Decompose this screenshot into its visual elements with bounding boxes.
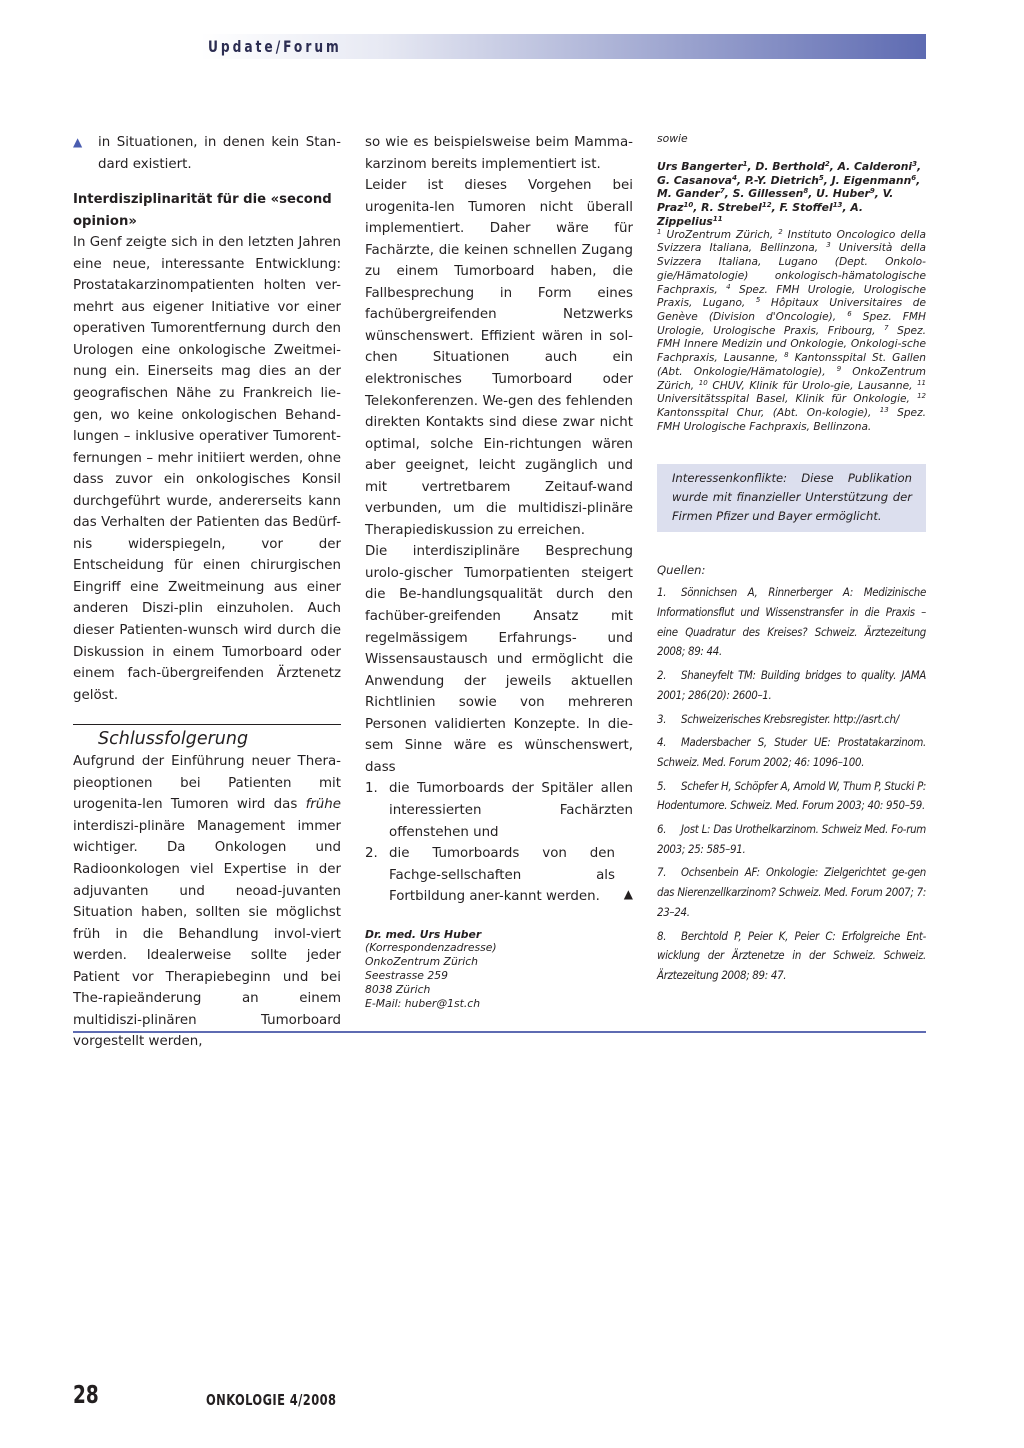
affiliation-text: Università della Svizzera Italiana, Lugano (Dept. Onkolo-gie/Hämatologie) onkologisch-hämatologische Fachpraxis, [657, 242, 926, 296]
bullet-item [73, 132, 341, 175]
affiliation-entry [657, 229, 773, 241]
author-entry [657, 160, 748, 173]
author-affiliation-number: 4 [732, 173, 737, 182]
affiliation-text: OnkoZentrum Zürich, [657, 365, 926, 392]
author-affiliation-number: 9 [869, 187, 875, 196]
affiliation-number: 12 [917, 392, 926, 401]
reference-number: 8. [657, 928, 667, 943]
affiliation-text: Spez. FMH Innere Medizin und Onkologie, Onkologi-sche Fachpraxis, Lausanne, [657, 324, 926, 365]
affiliation-text: Kantonsspital St. Gallen (Abt. Onkologie/Hämatologie), [657, 352, 926, 378]
reference-item [657, 733, 926, 772]
author-affiliation-number: 12 [761, 201, 772, 210]
author-affiliation-number: 13 [832, 201, 843, 210]
reference-text: Sönnichsen A, Rinnerberger A: Medizinische Informationsflut und Wissenstransfer in die Praxis – eine Quadratur des Kreises? Schweiz. Ärztezeitung 2008; 89: 44. [657, 585, 926, 659]
author-name: P.-Y. Dietrich [744, 173, 819, 187]
conclusion-emphasis: frühe [305, 797, 341, 813]
author-affiliation-number: 5 [818, 173, 824, 182]
reference-number: 5. [657, 778, 667, 793]
author-entry [779, 201, 842, 214]
author-entry [701, 201, 771, 214]
author-affiliation-number: 10 [683, 201, 694, 210]
reference-text: Berchtold P, Peier K, Peier C: Erfolgreiche Ent-wicklung der Ärztenetze in der Schweiz. Schweiz. Ärztezeitung 2008; 89: 47. [657, 928, 926, 982]
affiliation-list [657, 229, 926, 435]
bullet-text: in Situationen, in denen kein Stan-dard existiert. [98, 135, 341, 172]
page-number: 28 [73, 1380, 99, 1409]
column-2 [365, 132, 633, 1010]
reference-item [657, 666, 926, 705]
reference-text: Shaneyfelt TM: Building bridges to quality. JAMA 2001; 286(20): 2600–1. [657, 668, 926, 702]
reference-item [657, 863, 926, 922]
paragraph-geneva: In Genf zeigte sich in den letzten Jahren eine neue, interessante Entwicklung: Prostatakarzinompatienten holten ver-mehrt aus eigener Initiative vor einer operativen Tumorentfernung durch den Urologen eine onkologische Zweitmei-nung ein. Einerseits mag dies an der geografischen Nähe zu Frankreich lie-gen, wo keine onkologischen Behand-lungen – inklusive operativer Tumorent-fernungen – mehr initiiert werden, ohne dass zuvor ein onkologisches Konsil durchgeführt wurde, andererseits kann das Verhalten der Patienten das Bedürf-nis widerspiegeln, vor der Entscheidung für einen chirurgischen Eingriff eine Zweitmeinung aus einer anderen Diszi-plin einzuholen. Auch dieser Patienten-wunsch wird durch die Diskussion in einem Tumorboard oder einem fach-übergreifenden Ärztenetz gelöst. [73, 235, 341, 703]
correspondence-address [365, 928, 633, 1011]
reference-item [657, 777, 926, 816]
journal-name: ONKOLOGIE 4/2008 [206, 1391, 337, 1409]
affiliation-number: 7 [884, 323, 889, 332]
reference-number: 1. [657, 585, 667, 600]
affiliation-text: Spez. FMH Urologische Fachpraxis, Bellinzona. [657, 406, 927, 433]
reference-number: 3. [657, 711, 667, 726]
affiliation-number: 2 [778, 227, 783, 236]
list-number: 2. [365, 846, 378, 862]
author-affiliation-number: 3 [912, 159, 917, 168]
subheading-second-opinion: Interdisziplinarität für die «second opinion» [73, 192, 332, 229]
conclusion-text-b: interdiszi-plinäre Management immer wichtiger. Da Onkologen und Radioonkologen viel Expertise in der adjuvanten und neoad-juvanten Situation haben, sollten sie möglichst früh in die Behandlung invol-viert werden. Idealerweise sollte jeder Patient vor Therapiebeginn und bei The-rapieänderung an einem multidiszi-plinären Tumorboard vorgestellt werden, [73, 818, 341, 1050]
reference-item [657, 820, 926, 859]
list-text: die Tumorboards von den Fachge-sellschaften als Fortbildung aner-kannt werden. [389, 846, 615, 905]
author-name: S. Gillessen [732, 187, 804, 201]
author-entry [832, 174, 916, 187]
author-list: Urs Bangerter$^1$, D. Berthold$^2$, A. Calderoni$^3$, G. Casanova$^4$, P.-Y. Dietrich$^5$, J. Eigenmann$^6$, M. Gander$^7$, S. Gillessen$^8$, U. Huber$^9$, V. Praz$^{10}$, R. Strebel$^{12}$, F. Stoffel$^{13}$, A. Zippelius$^{11}$ [657, 159, 922, 228]
recommendation-list [365, 778, 633, 907]
reference-text: Schefer H, Schöpfer A, Arnold W, Thum P, Stucki P: Hodentumore. Schweiz. Med. Forum 2003; 40: 950–59. [657, 778, 926, 813]
section-title-conclusion: Schlussfolgerung [73, 724, 341, 751]
author-name: A. Zippelius [657, 201, 863, 228]
column-1 [73, 132, 341, 1053]
reference-item [657, 927, 926, 986]
author-entry [838, 160, 917, 173]
affiliation-number: 3 [826, 241, 831, 250]
author-name: F. Stoffel [779, 201, 833, 215]
affiliation-text: Instituto Oncologico della Svizzera Italiana, Bellinzona, [657, 228, 926, 255]
affiliation-text: Spez. FMH Urologie, Urologische Praxis, Fribourg, [657, 311, 926, 337]
affiliation-number: 8 [784, 351, 789, 360]
affiliation-number: 5 [755, 296, 761, 305]
conclusion-text-a: Aufgrund der Einführung neuer Thera-pieoptionen bei Patienten mit urogenita-len Tumoren wird das [73, 754, 341, 813]
author-entry [657, 174, 737, 187]
author-entry [755, 160, 829, 173]
author-name: D. Berthold [755, 159, 825, 173]
author-affiliation-number: 2 [824, 159, 830, 168]
author-affiliation-number: 1 [742, 159, 748, 168]
address-email[interactable]: E-Mail: huber@1st.ch [365, 996, 481, 1010]
paragraph-implementation: Leider ist dieses Vorgehen bei urogenita-len Tumoren nicht überall implementiert. Daher wäre für Fachärzte, die keinen schnellen Zugang zu einem Tumorboard haben, die Fallbesprechung in Form eines fachübergreifenden Netzwerks wünschenswert. Effizient wären in sol-chen Situationen auch ein elektronisches Tumorboard oder Telekonferenzen. We-gen des fehlenden direkten Kontakts sind diese zwar nicht optimal, solche Ein-richtungen wären aber geeignet, leicht zugänglich und mit vertretbarem Zeitauf-wand verbunden, um die multidiszi-plinäre Therapiediskussion zu erreichen. [365, 178, 633, 538]
author-entry [657, 187, 725, 200]
references-list [657, 583, 926, 985]
author-entry [733, 187, 809, 200]
author-entry [816, 187, 875, 200]
author-affiliation-number: 7 [719, 187, 725, 196]
author-name: R. Strebel [701, 201, 762, 215]
reference-number: 6. [657, 822, 667, 837]
author-name: U. Huber [816, 187, 870, 201]
paragraph-conclusion [73, 751, 341, 1053]
author-affiliation-number: 8 [803, 187, 809, 196]
reference-text: Ochsenbein AF: Onkologie: Zielgerichtet ge-gen das Nierenzellkarzinom? Schweiz. Med. Forum 2007; 7: 23–24. [657, 865, 926, 919]
references-title: Quellen: [657, 563, 706, 578]
address-city: 8038 Zürich [365, 982, 431, 996]
author-name: A. Calderoni [837, 159, 913, 173]
list-item [365, 778, 633, 843]
section-header-title: Update/Forum [208, 37, 342, 56]
author-name: Dr. med. Urs Huber [365, 927, 482, 941]
address-role: (Korrespondenzadresse) [365, 941, 497, 955]
author-name: Urs Bangerter [657, 159, 743, 173]
list-text: die Tumorboards der Spitäler allen interessierten Fachärzten offenstehen und [389, 781, 633, 840]
author-affiliation-number: 11 [712, 214, 723, 223]
list-number: 1. [365, 781, 378, 797]
reference-number: 4. [657, 735, 667, 750]
affiliation-text: UroZentrum Zürich, [661, 228, 774, 241]
address-org: OnkoZentrum Zürich [365, 955, 479, 969]
reference-text: Jost L: Das Urothelkarzinom. Schweiz Med. Fo-rum 2003; 25: 585–91. [657, 822, 926, 856]
address-street: Seestrasse 259 [365, 969, 448, 983]
affiliation-number: 1 [657, 227, 662, 236]
sowie-label: sowie [657, 132, 688, 145]
affiliation-number: 4 [726, 282, 731, 291]
end-triangle-icon: ▲ [623, 887, 633, 902]
affiliation-text: Spez. FMH Urologie, Urologische Praxis, Lugano, [657, 283, 926, 310]
affiliation-number: 13 [879, 405, 889, 414]
affiliation-text: CHUV, Klinik für Urolo-gie, Lausanne, [707, 379, 913, 392]
paragraph-interdisciplinary: Die interdisziplinäre Besprechung urolo-gischer Tumorpatienten steigert die Be-handlungsqualität durch den fachüber-greifenden Ansatz mit regelmässigem Erfahrungs- und Wissensaustausch und ermöglicht die Anwendung der jeweils aktuellen Richtlinien sowie von mehreren Personen validierten Konzepte. In die-sem Sinne wäre es wünschenswert, dass [365, 544, 633, 775]
author-name: J. Eigenmann [831, 173, 912, 187]
conflict-of-interest-box: Interessenkonflikte: Diese Publikation wurde mit finanzieller Unterstützung der Firmen Pfizer und Bayer ermöglicht. [657, 464, 926, 532]
column-3 [657, 132, 926, 986]
affiliation-number: 11 [917, 378, 927, 387]
reference-text: Schweizerisches Krebsregister. http://asrt.ch/ [681, 711, 899, 726]
affiliation-text: Universitätsspital Basel, Klinik für Onkologie, [657, 393, 910, 406]
affiliation-number: 9 [836, 364, 842, 373]
paragraph-mammakarzinom: so wie es beispielsweise beim Mamma-karzinom bereits implementiert ist. [365, 135, 633, 172]
author-entry [745, 174, 824, 187]
author-name: V. Praz [657, 187, 894, 215]
affiliation-number: 10 [698, 378, 708, 387]
author-name: G. Casanova [657, 173, 733, 187]
author-affiliation-number: 6 [911, 173, 917, 182]
list-item [365, 843, 633, 908]
author-name: M. Gander [657, 187, 720, 201]
reference-number: 2. [657, 668, 667, 683]
reference-number: 7. [657, 865, 667, 880]
affiliation-text: Kantonsspital Chur, (Abt. On-kologie), [657, 406, 872, 419]
bottom-rule [73, 1031, 926, 1033]
triangle-up-icon: ▲ [73, 135, 83, 149]
reference-item [657, 710, 926, 730]
affiliation-entry [699, 380, 913, 392]
affiliation-number: 6 [847, 310, 852, 318]
reference-text: Madersbacher S, Studer UE: Prostatakarzinom. Schweiz. Med. Forum 2002; 46: 1096–100. [657, 735, 926, 769]
affiliation-text: Hôpitaux Universitaires de Genève (Division d'Oncologie), [657, 297, 926, 323]
reference-item [657, 583, 926, 662]
